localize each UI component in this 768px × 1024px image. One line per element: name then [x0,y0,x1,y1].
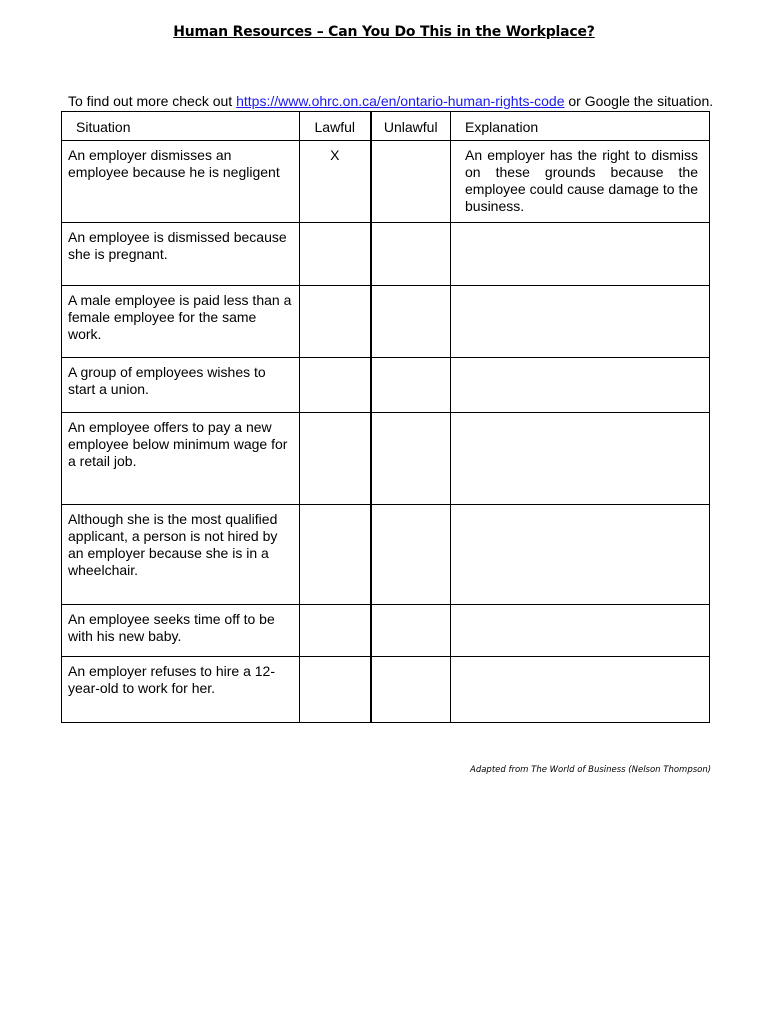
unlawful-cell[interactable] [371,286,451,358]
intro-line [68,93,713,109]
explanation-cell[interactable] [451,413,710,505]
table-row [62,505,710,605]
lawful-cell[interactable] [300,657,371,723]
lawful-cell[interactable] [300,413,371,505]
ohrc-link[interactable]: https://www.ohrc.on.ca/en/ontario-human-rights-code [236,93,565,109]
explanation-cell[interactable] [451,286,710,358]
situation-cell: An employee offers to pay a new employee below minimum wage for a retail job. [62,413,300,505]
table-row [62,286,710,358]
source-attribution: Adapted from The World of Business (Nelson Thompson) [470,765,712,775]
unlawful-cell[interactable] [371,505,451,605]
table-header-row [62,112,710,141]
header-lawful: Lawful [300,112,371,141]
header-situation: Situation [62,112,300,141]
intro-suffix: or Google the situation. [564,93,714,109]
table-row [62,141,710,223]
header-unlawful: Unlawful [371,112,451,141]
situation-cell: An employee is dismissed because she is pregnant. [62,223,300,286]
unlawful-cell[interactable] [371,413,451,505]
situation-cell: An employer refuses to hire a 12- year-old to work for her. [62,657,300,723]
unlawful-cell[interactable] [371,223,451,286]
lawful-cell[interactable] [300,286,371,358]
situation-cell: An employer dismisses an employee because he is negligent [62,141,300,223]
explanation-cell[interactable] [451,358,710,413]
unlawful-cell[interactable] [371,605,451,657]
explanation-cell[interactable] [451,657,710,723]
lawful-cell[interactable] [300,605,371,657]
situation-cell: A male employee is paid less than a female employee for the same work. [62,286,300,358]
unlawful-cell[interactable] [371,657,451,723]
table-row [62,223,710,286]
table-row [62,413,710,505]
table-row [62,657,710,723]
lawful-cell[interactable] [300,223,371,286]
explanation-cell[interactable] [451,223,710,286]
header-explanation: Explanation [451,112,710,141]
explanation-cell[interactable] [451,505,710,605]
table-row [62,358,710,413]
intro-prefix: To find out more check out [68,93,237,109]
situation-cell: A group of employees wishes to start a union. [62,358,300,413]
lawful-cell[interactable] [300,358,371,413]
situation-cell: An employee seeks time off to be with his new baby. [62,605,300,657]
explanation-cell[interactable] [451,605,710,657]
explanation-cell[interactable]: An employer has the right to dismiss on these grounds because the employee could cause damage to the business. [451,141,710,223]
table-row [62,605,710,657]
situations-table [61,111,710,723]
lawful-cell[interactable] [300,505,371,605]
lawful-cell[interactable]: X [300,141,371,223]
unlawful-cell[interactable] [371,358,451,413]
unlawful-cell[interactable] [371,141,451,223]
page-title: Human Resources – Can You Do This in the Workplace? [173,24,595,40]
situation-cell: Although she is the most qualified applicant, a person is not hired by an employer because she is in a wheelchair. [62,505,300,605]
